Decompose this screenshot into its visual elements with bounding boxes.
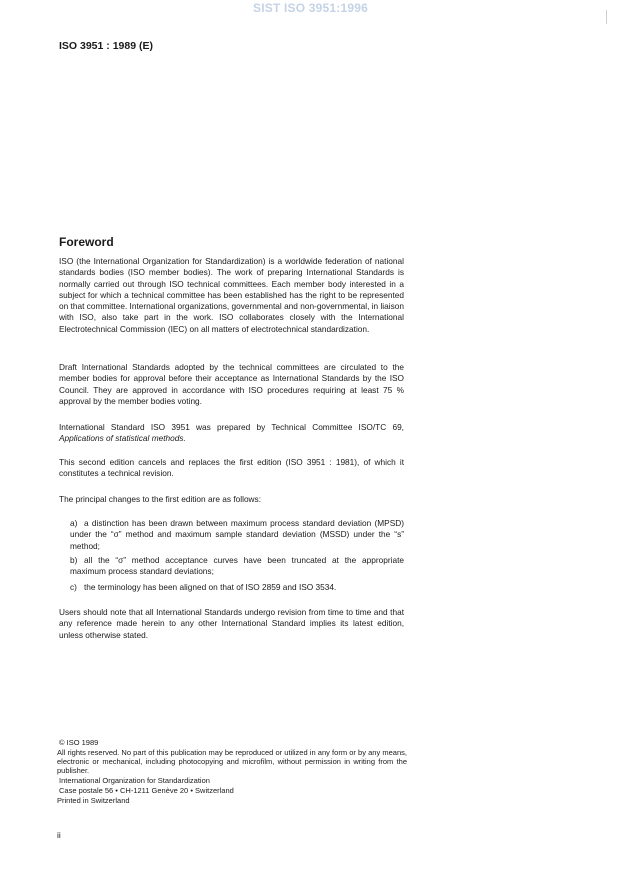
foreword-paragraph-6: Users should note that all International Standards undergo revision from time to time and that any reference made herein to any other International Standard implies its latest edition, unless otherwise stated. [59,607,404,640]
copyright-notice: © ISO 1989 [59,738,99,747]
list-text: the terminology has been aligned on that of ISO 2859 and ISO 3534. [84,582,337,592]
foreword-paragraph-5: The principal changes to the first edition are as follows: [59,494,261,504]
list-marker: b) [70,555,78,565]
foreword-paragraph-1: ISO (the International Organization for Standardization) is a worldwide federation of national standards bodies (ISO member bodies). The work of preparing International Standards is normally carried out through ISO technical committees. Each member body interested in a subject for which a technical committee has been established has the right to be represented on that committee. International organizations, governmental and non-governmental, in liaison with ISO, also take part in the work. ISO collaborates closely with the International Electrotechnical Commission (IEC) on all matters of electrotechnical standardization. [59,256,404,334]
printed-in: Printed in Switzerland [57,796,130,805]
list-marker: c) [70,582,77,592]
change-item-a [70,518,404,552]
list-marker: a) [70,518,78,528]
copyright-block [57,738,407,806]
committee-title: Applications of statistical methods. [59,433,186,444]
watermark: SIST ISO 3951:1996 [253,1,368,15]
paragraph-3-text: International Standard ISO 3951 was prepared by Technical Committee ISO/TC 69, [59,422,404,432]
list-text: a distinction has been drawn between maximum process standard deviation (MPSD) under the “σ” method and maximum sample standard deviation (MSSD) under the “s” method; [70,518,404,551]
page-number: ii [57,830,61,840]
change-item-c [70,582,404,593]
foreword-paragraph-2: Draft International Standards adopted by the technical committees are circulated to the member bodies for approval before their acceptance as International Standards by the ISO Council. They are approved in accordance with ISO procedures requiring at least 75 % approval by the member bodies voting. [59,362,404,406]
list-text: all the “σ” method acceptance curves have been truncated at the appropriate maximum process standard deviations; [70,555,404,577]
organization-name: International Organization for Standardization [59,776,210,785]
change-item-b [70,555,404,578]
foreword-paragraph-4: This second edition cancels and replaces the first edition (ISO 3951 : 1981), of which it constitutes a technical revision. [59,457,404,479]
scan-edge-mark [606,10,607,24]
document-id: ISO 3951 : 1989 (E) [59,40,153,52]
rights-statement: All rights reserved. No part of this publication may be reproduced or utilized in any form or by any means, electronic or mechanical, including photocopying and microfilm, without permission in writing from the publisher. [57,748,407,775]
organization-address: Case postale 56 • CH-1211 Genève 20 • Switzerland [59,786,234,795]
foreword-title: Foreword [59,235,114,249]
foreword-paragraph-3 [59,422,404,445]
